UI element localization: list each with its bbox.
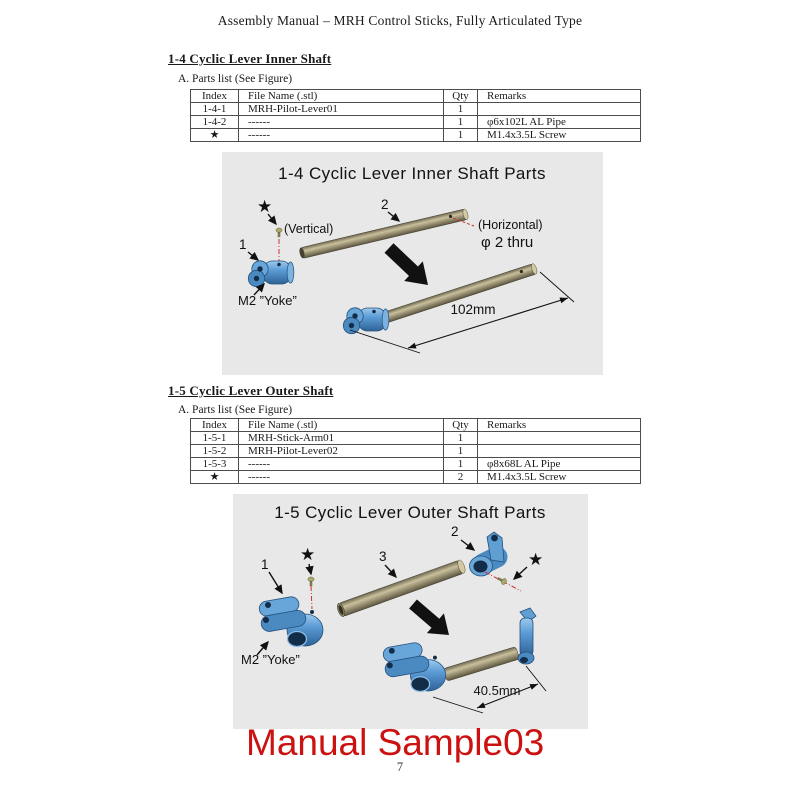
svg-text:40.5mm: 40.5mm bbox=[473, 683, 521, 698]
screw-drawing bbox=[308, 577, 314, 586]
table-cell: 1 bbox=[444, 116, 478, 129]
table-cell: 2 bbox=[444, 471, 478, 484]
screw-drawing bbox=[276, 228, 282, 237]
lever-part-drawing bbox=[470, 532, 505, 576]
table-cell: File Name (.stl) bbox=[239, 419, 444, 432]
part-number-2: 2 bbox=[381, 197, 389, 212]
table-cell: 1 bbox=[444, 445, 478, 458]
horizontal-label: (Horizontal) bbox=[478, 218, 543, 232]
parts-table-1-4 bbox=[190, 89, 641, 142]
screw-axis-line bbox=[311, 586, 312, 609]
page-title: Assembly Manual – MRH Control Sticks, Fully Articulated Type bbox=[217, 13, 583, 28]
table-row bbox=[191, 445, 641, 458]
table-header-row bbox=[191, 90, 641, 103]
figure-title: 1-5 Cyclic Lever Outer Shaft Parts bbox=[274, 503, 546, 522]
vertical-label: (Vertical) bbox=[284, 222, 334, 236]
table-cell: ------ bbox=[239, 471, 444, 484]
svg-text:102mm: 102mm bbox=[450, 302, 496, 317]
table-cell: File Name (.stl) bbox=[239, 90, 444, 103]
assembled-outer-shaft bbox=[382, 608, 536, 691]
pointer-arrow bbox=[269, 572, 282, 593]
figure-title: 1-4 Cyclic Lever Inner Shaft Parts bbox=[278, 164, 546, 183]
pointer-arrow bbox=[514, 567, 527, 579]
assembled-inner-shaft bbox=[343, 263, 538, 334]
table-cell: φ6x102L AL Pipe bbox=[478, 116, 641, 129]
table-cell: ------ bbox=[239, 129, 444, 142]
table-row bbox=[191, 116, 641, 129]
part-number-3: 3 bbox=[379, 549, 387, 564]
assembly-arrow bbox=[409, 600, 449, 636]
page-number: 7 bbox=[396, 760, 404, 774]
table-row bbox=[191, 432, 641, 445]
screw-drawing bbox=[496, 576, 507, 586]
watermark-text: Manual Sample03 bbox=[246, 722, 545, 763]
figure-1-4-drawing bbox=[222, 152, 603, 375]
table-cell: ★ bbox=[191, 471, 239, 484]
table-cell: Index bbox=[191, 90, 239, 103]
table-cell: ------ bbox=[239, 458, 444, 471]
table-cell: 1-5-3 bbox=[191, 458, 239, 471]
section-heading-1-5: 1-5 Cyclic Lever Outer Shaft bbox=[168, 383, 334, 398]
star-marker: ★ bbox=[528, 550, 544, 569]
table-cell: 1-4-1 bbox=[191, 103, 239, 116]
assembly-arrow bbox=[385, 243, 429, 285]
parts-list-label-1-4: A. Parts list (See Figure) bbox=[178, 73, 293, 85]
m2-yoke-label: M2 ”Yoke” bbox=[241, 652, 300, 667]
table-cell: Index bbox=[191, 419, 239, 432]
table-cell bbox=[478, 432, 641, 445]
section-heading-1-4: 1-4 Cyclic Lever Inner Shaft bbox=[168, 51, 332, 66]
table-cell: M1.4x3.5L Screw bbox=[478, 129, 641, 142]
m2-yoke-label: M2 ”Yoke” bbox=[238, 293, 297, 308]
pipe-part-drawing bbox=[336, 559, 467, 618]
table-cell: 1 bbox=[444, 432, 478, 445]
table-cell: ★ bbox=[191, 129, 239, 142]
table-row bbox=[191, 471, 641, 484]
table-cell: 1-5-1 bbox=[191, 432, 239, 445]
pointer-arrow bbox=[385, 565, 396, 577]
table-cell bbox=[478, 445, 641, 458]
table-cell bbox=[478, 103, 641, 116]
pointer-arrow bbox=[388, 212, 399, 221]
parts-list-label-1-5: A. Parts list (See Figure) bbox=[178, 404, 293, 416]
table-row bbox=[191, 458, 641, 471]
table-cell: 1-4-2 bbox=[191, 116, 239, 129]
pointer-arrow bbox=[248, 252, 258, 260]
figure-1-5 bbox=[233, 494, 588, 729]
table-cell: 1-5-2 bbox=[191, 445, 239, 458]
part-number-2: 2 bbox=[451, 524, 459, 539]
pointer-arrow bbox=[309, 564, 311, 574]
figure-1-4 bbox=[222, 152, 603, 375]
phi2-thru-label: φ 2 thru bbox=[481, 234, 534, 251]
table-row bbox=[191, 129, 641, 142]
table-cell: MRH-Pilot-Lever02 bbox=[239, 445, 444, 458]
table-row bbox=[191, 103, 641, 116]
table-cell: Qty bbox=[444, 419, 478, 432]
star-marker: ★ bbox=[300, 545, 316, 564]
table-cell: M1.4x3.5L Screw bbox=[478, 471, 641, 484]
table-cell: Remarks bbox=[478, 419, 641, 432]
table-cell: 1 bbox=[444, 458, 478, 471]
table-cell: φ8x68L AL Pipe bbox=[478, 458, 641, 471]
table-cell: ------ bbox=[239, 116, 444, 129]
star-marker: ★ bbox=[257, 197, 273, 216]
table-cell: MRH-Pilot-Lever01 bbox=[239, 103, 444, 116]
yoke-part-drawing bbox=[258, 596, 323, 647]
table-cell: Remarks bbox=[478, 90, 641, 103]
table-cell: 1 bbox=[444, 129, 478, 142]
parts-table-1-5 bbox=[190, 418, 641, 484]
part-number-1: 1 bbox=[239, 237, 247, 252]
figure-1-5-drawing bbox=[233, 494, 588, 729]
table-cell: MRH-Stick-Arm01 bbox=[239, 432, 444, 445]
part-number-1: 1 bbox=[261, 557, 269, 572]
table-cell: 1 bbox=[444, 103, 478, 116]
table-header-row bbox=[191, 419, 641, 432]
pointer-arrow bbox=[461, 540, 474, 550]
yoke-part-drawing bbox=[248, 261, 294, 287]
table-cell: Qty bbox=[444, 90, 478, 103]
